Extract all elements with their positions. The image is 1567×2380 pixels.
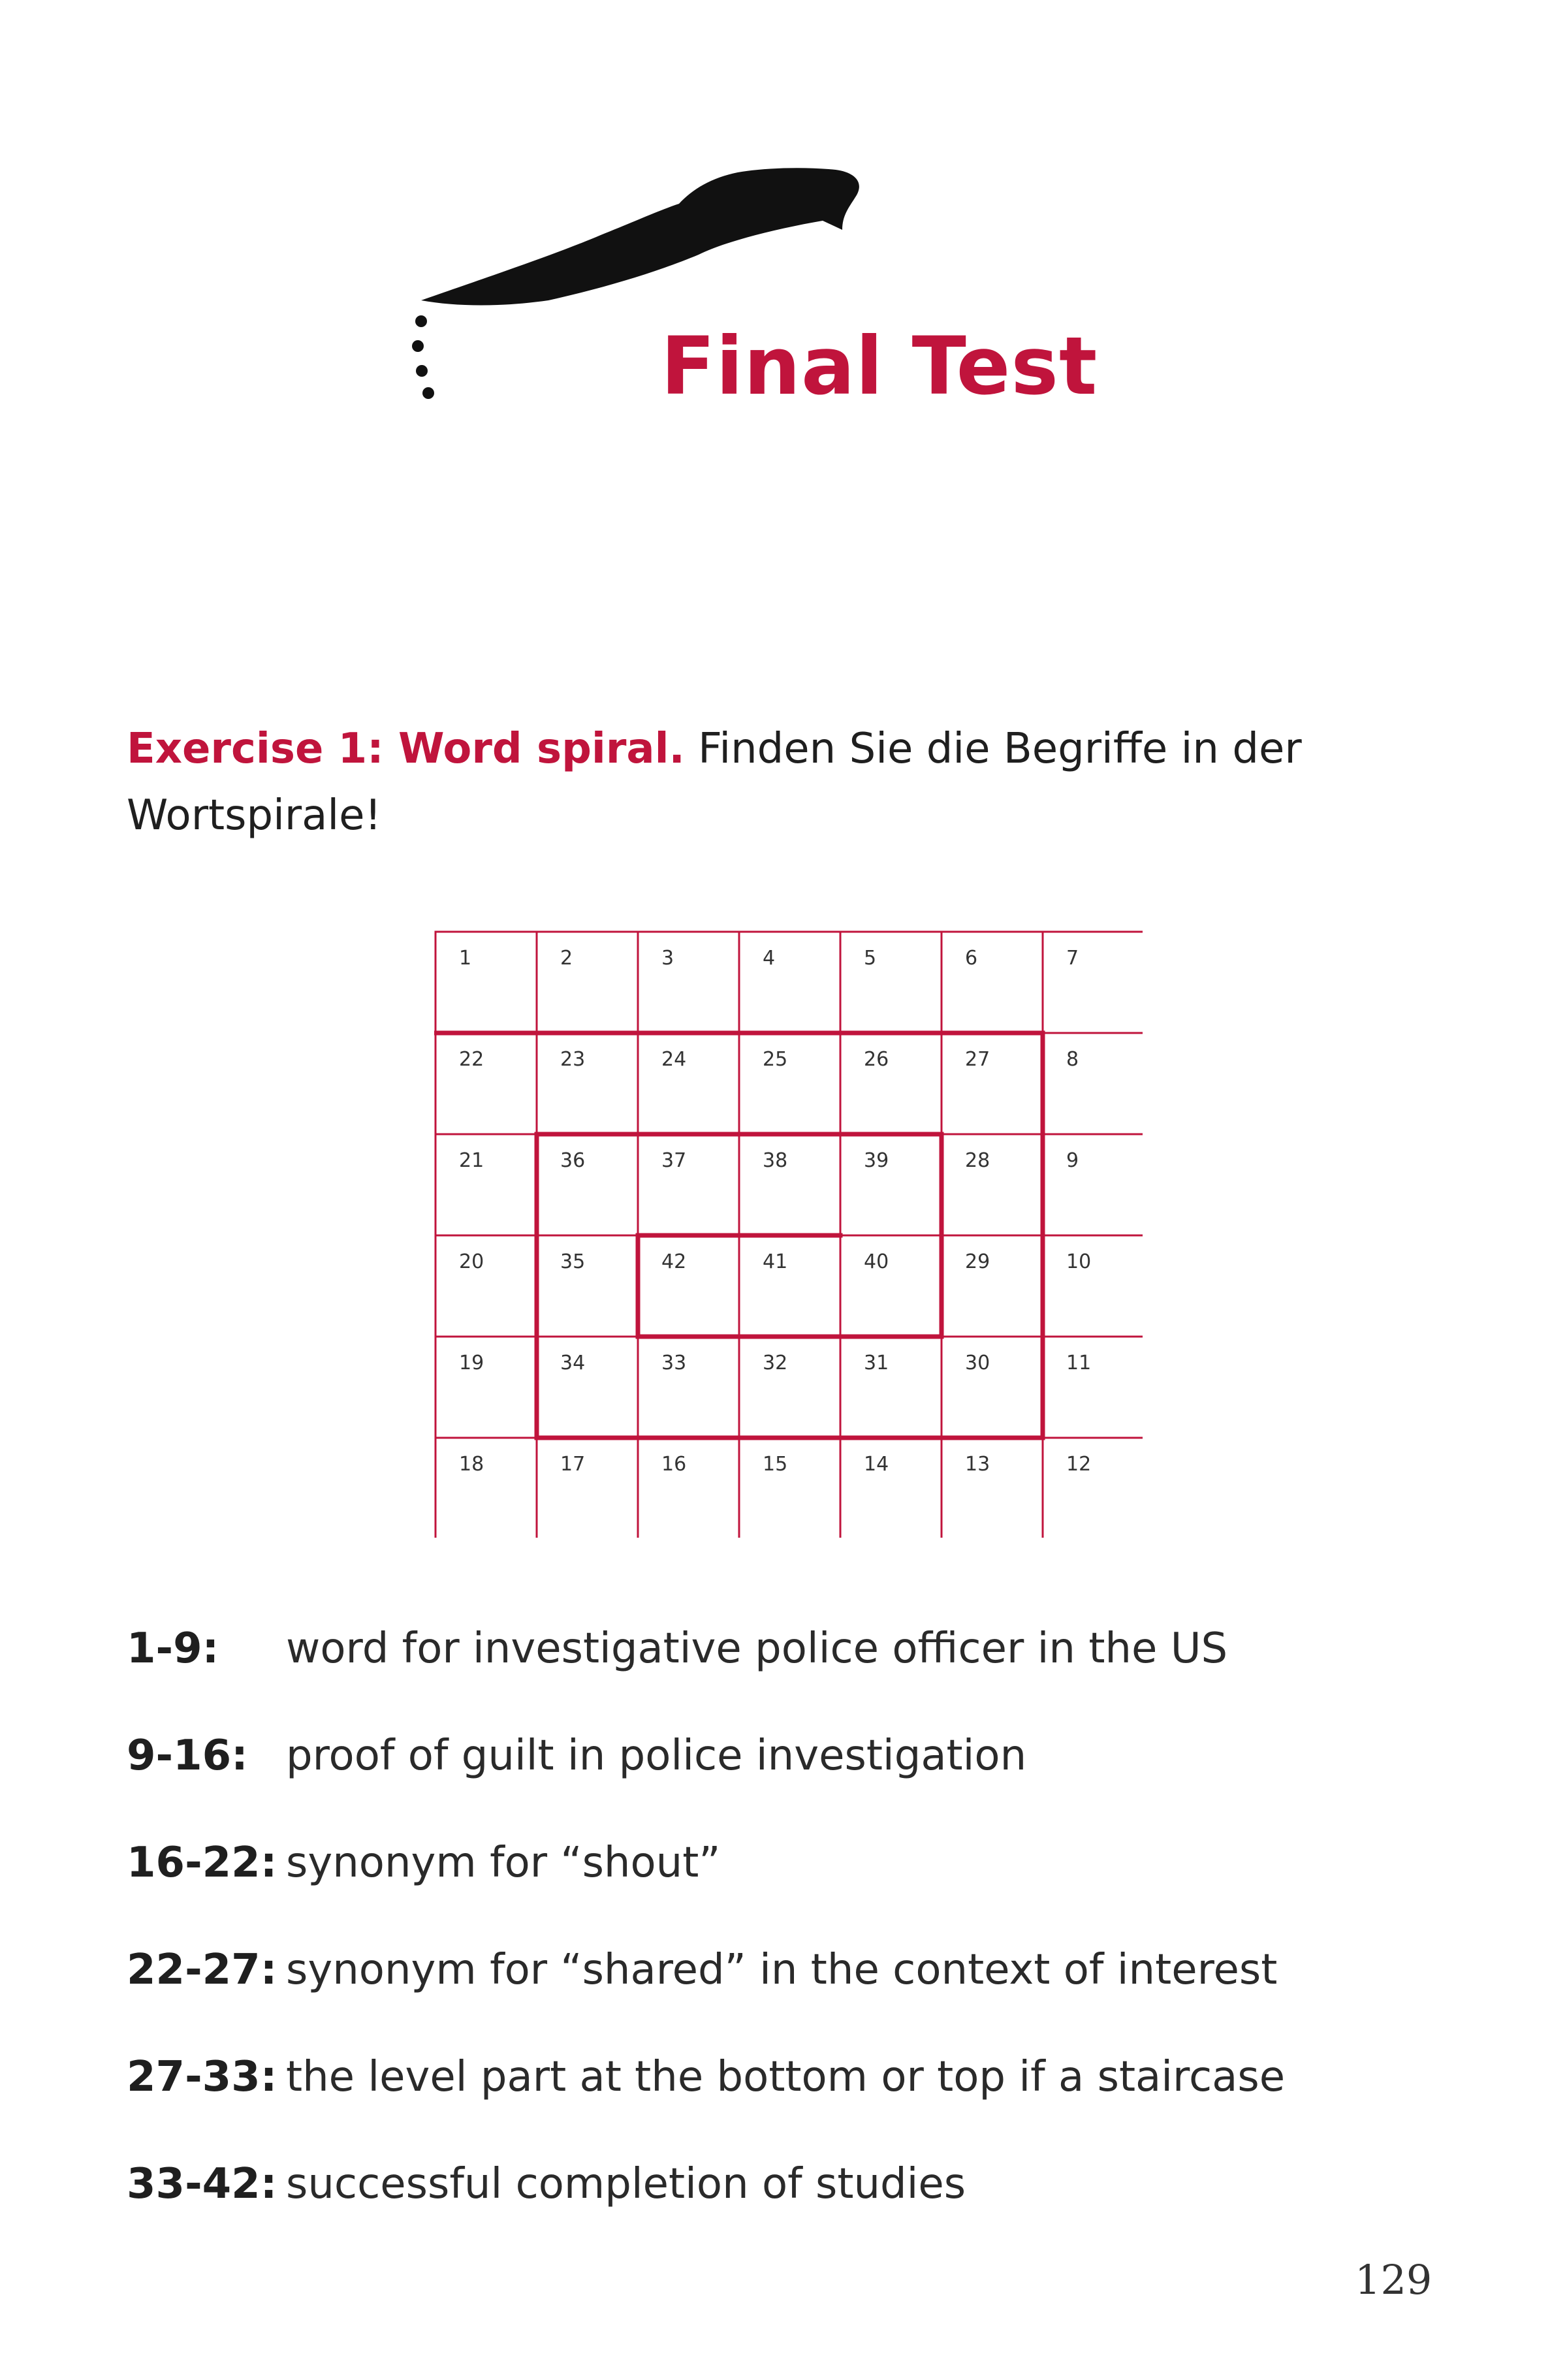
exercise-instruction: Finden Sie die Begriffe in der Wortspirale! (127, 725, 1302, 840)
clue-range: 16-22: (127, 1839, 277, 1887)
grid-cell-number: 15 (763, 1453, 788, 1476)
grid-cell (537, 1438, 638, 1538)
grid-cell (638, 1438, 739, 1538)
clue-list (127, 1616, 1498, 2259)
clue-text: the level part at the bottom or top if a staircase (286, 2053, 1286, 2101)
clue-range: 1-9: (127, 1625, 219, 1673)
grid-cell (840, 1337, 942, 1438)
grid-cell (435, 1235, 537, 1337)
grid-cell-number: 8 (1066, 1048, 1079, 1071)
grid-cell (537, 1134, 638, 1235)
grid-cell-number: 2 (560, 947, 573, 970)
grid-cell-number: 18 (459, 1453, 484, 1476)
grid-cell-number: 13 (965, 1453, 990, 1476)
grid-cell-number: 38 (763, 1149, 788, 1172)
grid-cell (739, 1235, 840, 1337)
grid-cell (638, 1134, 739, 1235)
grid-cell (739, 932, 840, 1033)
grid-cell (840, 1235, 942, 1337)
grid-cell-number: 27 (965, 1048, 990, 1071)
grid-cell-number: 34 (560, 1352, 586, 1374)
grid-cell (739, 1337, 840, 1438)
grid-cell (739, 1134, 840, 1235)
grid-cell-number: 29 (965, 1250, 990, 1273)
clue-text: successful completion of studies (286, 2160, 966, 2208)
clue-text: synonym for “shout” (286, 1839, 721, 1887)
grid-cell-number: 11 (1066, 1352, 1092, 1374)
clue-item (127, 2151, 1498, 2259)
grid-cell-number: 3 (661, 947, 674, 970)
clue-text: synonym for “shared” in the context of interest (286, 1946, 1278, 1994)
grid-cell (942, 932, 1043, 1033)
grid-cell (1043, 1235, 1143, 1337)
grid-cell (942, 1337, 1043, 1438)
grid-cell (942, 1235, 1043, 1337)
grid-cell (638, 932, 739, 1033)
page-title: Final Test (661, 320, 1098, 413)
grid-cell-number: 40 (864, 1250, 889, 1273)
clue-item (127, 1830, 1498, 1937)
grid-cell-number: 26 (864, 1048, 889, 1071)
grid-cell-number: 36 (560, 1149, 586, 1172)
grid-cell-number: 39 (864, 1149, 889, 1172)
grid-cell (1043, 1134, 1143, 1235)
page-number: 129 (1355, 2256, 1432, 2304)
grid-cell (435, 1438, 537, 1538)
grid-cell-number: 14 (864, 1453, 889, 1476)
grid-cell (638, 1337, 739, 1438)
grid-cell-number: 30 (965, 1352, 990, 1374)
exercise-heading (127, 716, 1432, 849)
grid-cell (638, 1235, 739, 1337)
grid-cell-number: 16 (661, 1453, 687, 1476)
clue-range: 27-33: (127, 2053, 277, 2101)
grid-cell-number: 4 (763, 947, 776, 970)
clue-item (127, 1937, 1498, 2044)
grid-cell (1043, 1337, 1143, 1438)
exercise-label: Exercise 1: Word spiral. (127, 725, 685, 773)
grid-cell-number: 9 (1066, 1149, 1079, 1172)
grid-cell (537, 1235, 638, 1337)
grid-cell (435, 932, 537, 1033)
clue-range: 22-27: (127, 1946, 277, 1994)
grid-cell-number: 1 (459, 947, 472, 970)
grid-cell-number: 20 (459, 1250, 484, 1273)
grid-cell-number: 25 (763, 1048, 788, 1071)
grid-cell-number: 7 (1066, 947, 1079, 970)
grid-cell-number: 22 (459, 1048, 484, 1071)
word-spiral-grid (434, 930, 1143, 1538)
clue-item (127, 1723, 1498, 1830)
clue-item (127, 2044, 1498, 2151)
grid-cell (537, 1337, 638, 1438)
grid-cell-number: 19 (459, 1352, 484, 1374)
grid-cell (435, 1337, 537, 1438)
grid-cell-number: 17 (560, 1453, 586, 1476)
grid-cell-number: 21 (459, 1149, 484, 1172)
grid-cell-number: 23 (560, 1048, 586, 1071)
grid-cell (638, 1033, 739, 1134)
grid-cell-number: 33 (661, 1352, 687, 1374)
grid-cell-number: 31 (864, 1352, 889, 1374)
grid-cell (1043, 1033, 1143, 1134)
grid-cell-number: 41 (763, 1250, 788, 1273)
grid-cell-number: 42 (661, 1250, 687, 1273)
grid-cell (739, 1438, 840, 1538)
grid-cell-number: 5 (864, 947, 877, 970)
clue-range: 9-16: (127, 1732, 248, 1780)
grid-cell-number: 37 (661, 1149, 687, 1172)
grid-cell (1043, 932, 1143, 1033)
grid-cell (537, 932, 638, 1033)
clue-text: word for investigative police officer in the US (286, 1625, 1228, 1673)
grid-cell (739, 1033, 840, 1134)
clue-item (127, 1616, 1498, 1723)
grid-cell-number: 32 (763, 1352, 788, 1374)
grid-cell (840, 1134, 942, 1235)
grid-cell-number: 12 (1066, 1453, 1092, 1476)
grid-cell-number: 10 (1066, 1250, 1092, 1273)
grid-cell (942, 1033, 1043, 1134)
grid-cell (840, 1438, 942, 1538)
grid-cell (1043, 1438, 1143, 1538)
grid-cell (840, 1033, 942, 1134)
clue-text: proof of guilt in police investigation (286, 1732, 1027, 1780)
grid-cell (942, 1438, 1043, 1538)
grid-cell (840, 932, 942, 1033)
grid-cell-number: 24 (661, 1048, 687, 1071)
grid-cell (435, 1134, 537, 1235)
grid-cell-number: 6 (965, 947, 978, 970)
clue-range: 33-42: (127, 2160, 277, 2208)
grid-cell-number: 35 (560, 1250, 586, 1273)
grid-cell-number: 28 (965, 1149, 990, 1172)
grid-cell (942, 1134, 1043, 1235)
grid-cell (537, 1033, 638, 1134)
grid-cell (435, 1033, 537, 1134)
